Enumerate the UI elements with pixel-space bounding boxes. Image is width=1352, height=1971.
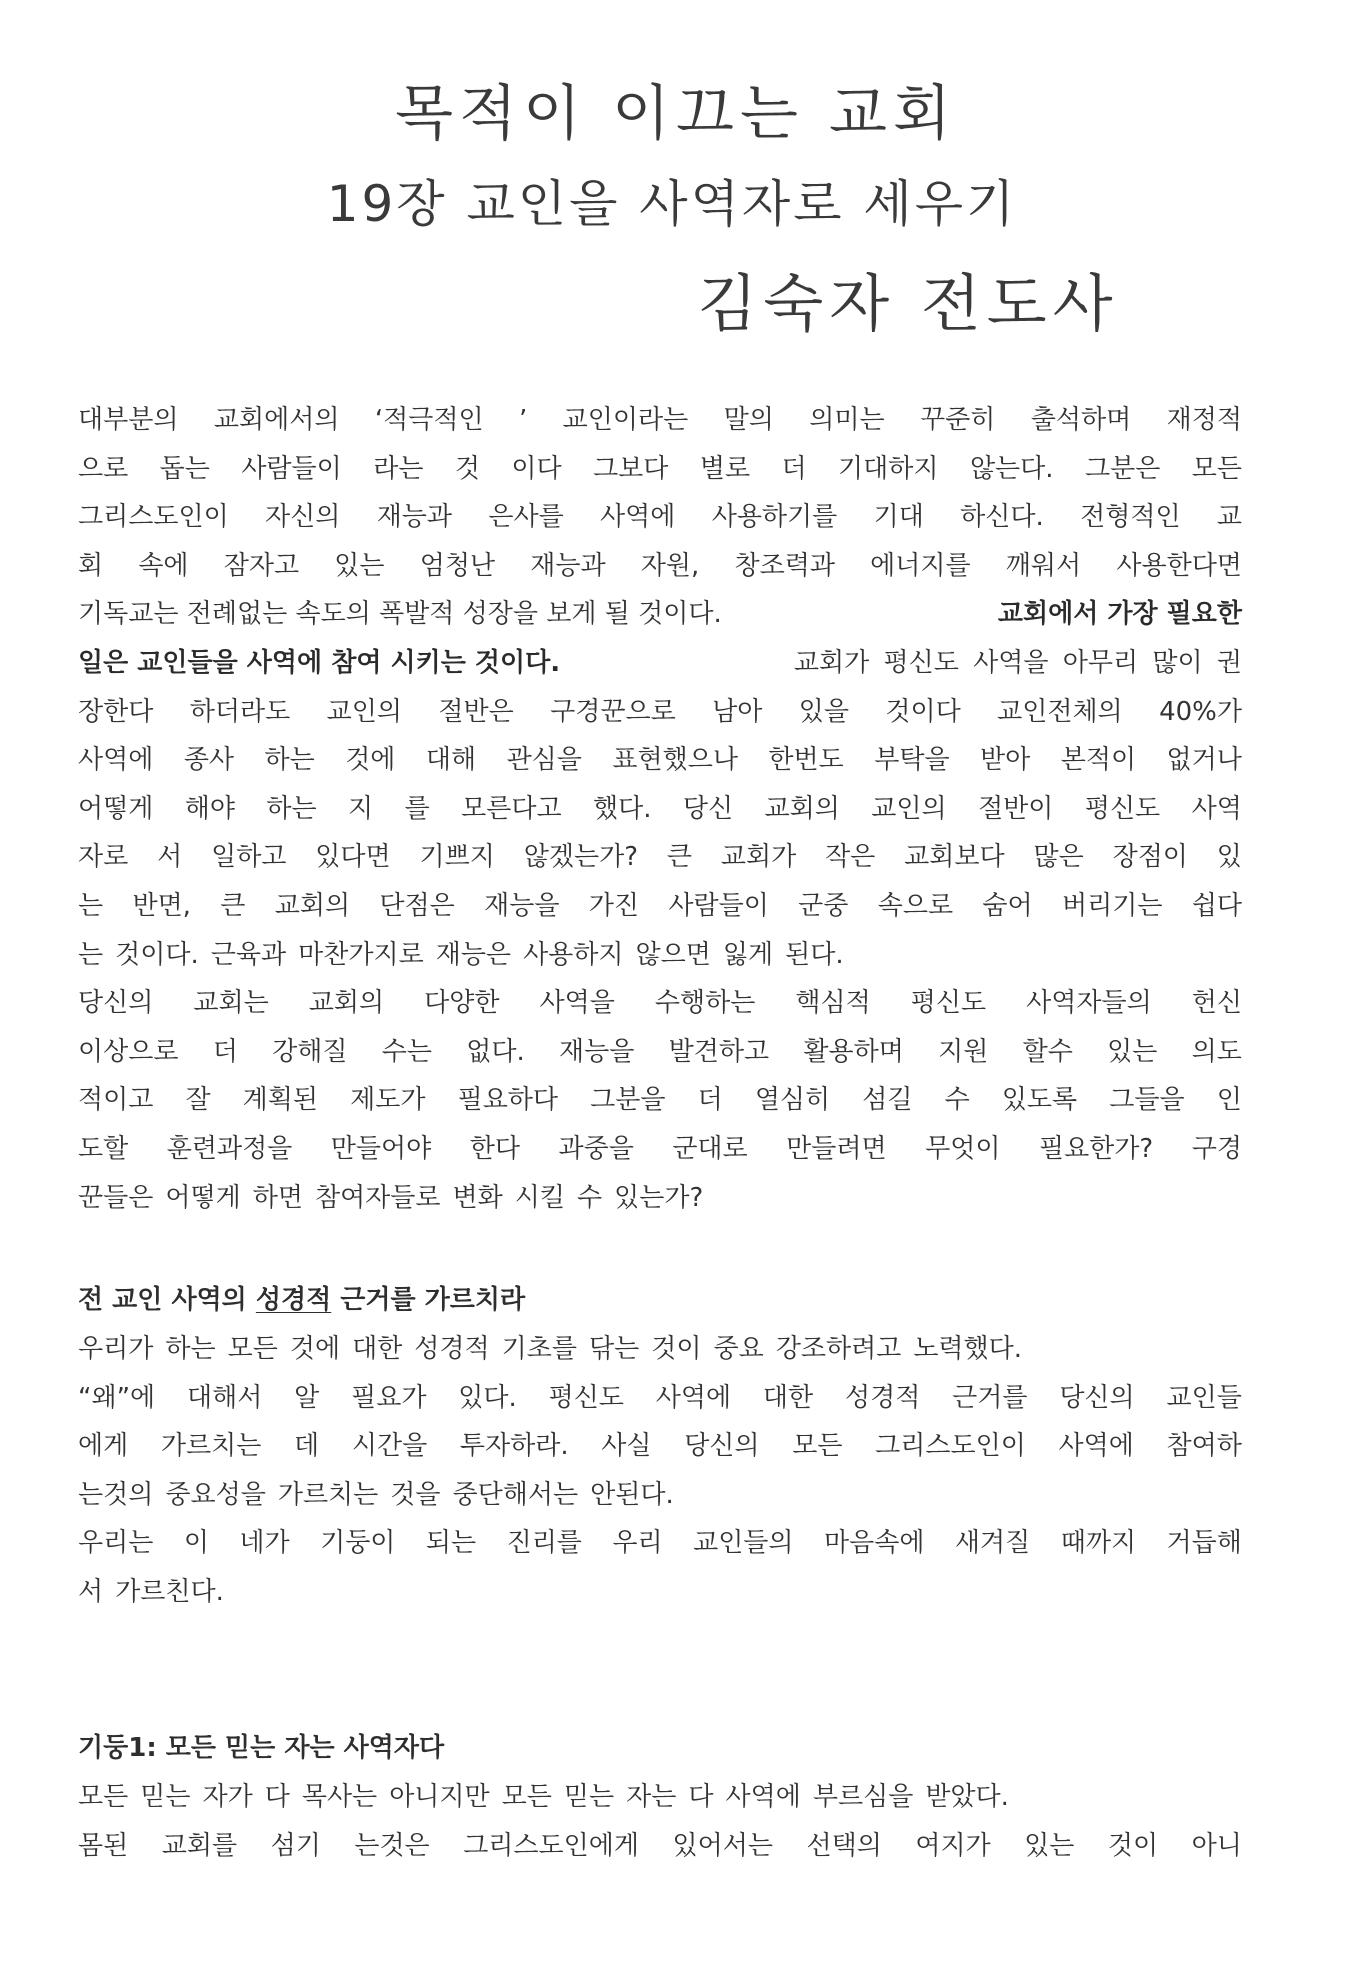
document-title: 목적이 이끄는 교회: [395, 79, 957, 149]
word: 교회의: [274, 890, 351, 921]
word: 있을: [798, 696, 849, 727]
text-line: [78, 1519, 1242, 1568]
word: 교회에서의: [213, 405, 340, 435]
word: 모든: [792, 1431, 843, 1462]
word: 교인이라는: [562, 405, 689, 435]
word: 당신의: [1059, 1382, 1135, 1413]
word: 쉽다: [1191, 890, 1242, 921]
word: 잠자고: [223, 550, 300, 581]
word: 대한: [762, 1382, 814, 1413]
text-line: [78, 493, 1242, 542]
word: 없다.: [466, 1036, 525, 1067]
word: 자가: [202, 1782, 253, 1812]
word: 한번도: [768, 745, 844, 776]
word: 사용하지: [523, 939, 624, 970]
word: 적이고: [78, 1085, 154, 1116]
text-line: [78, 1568, 1242, 1617]
word: 참여자들로: [314, 1182, 441, 1213]
text-line: [78, 833, 1242, 882]
word: 잃게: [722, 939, 774, 970]
word: 단점은: [379, 890, 455, 921]
word: 는것은: [354, 1830, 430, 1861]
word: 참여하: [1166, 1431, 1242, 1462]
word: 있다면: [315, 842, 391, 873]
word: 하더라도: [189, 696, 291, 727]
word: 를: [404, 793, 430, 824]
word: 만들려면: [786, 1133, 887, 1164]
text-line: [78, 1028, 1242, 1077]
word: 그리스도인에게: [463, 1830, 639, 1861]
word: 사실: [601, 1431, 652, 1462]
word: 재능과: [530, 550, 606, 581]
word: 아니: [1191, 1830, 1242, 1861]
word: 사용한다면: [1116, 550, 1242, 581]
word: 잘: [185, 1085, 211, 1116]
word: 변화: [452, 1182, 503, 1213]
word: 돕는: [159, 453, 210, 484]
word: 대한: [352, 1334, 403, 1364]
word: 지: [348, 793, 374, 824]
word: 절반은: [438, 696, 514, 727]
word: 꾸준히: [919, 405, 996, 435]
word: 속에: [138, 550, 189, 581]
word: 창조력과: [734, 550, 835, 581]
word: 하면: [252, 1182, 303, 1213]
word: 아니지만: [389, 1782, 490, 1812]
word: 사용하기를: [711, 502, 838, 533]
word: 재능을: [484, 890, 560, 921]
word: 성경적: [844, 1382, 921, 1413]
word: 제도가: [350, 1085, 426, 1116]
word: 않는다.: [969, 453, 1054, 484]
word: 자로: [78, 842, 129, 873]
text-line: [78, 396, 1242, 445]
word: 되는: [425, 1528, 477, 1559]
word: 필요가: [351, 1382, 427, 1413]
word: 에너지를: [870, 550, 971, 581]
word: 은사를: [488, 502, 564, 533]
text-segment: 교회가 평신도 사역을 아무리 많이 권: [793, 647, 1242, 678]
word: 는: [78, 890, 104, 921]
word: 사역에: [78, 745, 154, 776]
word: 하는: [264, 745, 315, 776]
word: 사람들이: [668, 890, 769, 921]
text-line: [78, 542, 1242, 591]
word: 전형적인: [1080, 502, 1181, 533]
word: 당신의: [78, 988, 154, 1019]
word: 서: [157, 842, 183, 873]
word: 부탁을: [874, 745, 950, 776]
word: 수: [577, 1182, 603, 1213]
word: 그분을: [590, 1085, 666, 1116]
word: 한다: [469, 1133, 520, 1164]
text-line: [78, 931, 1242, 980]
word: 우리: [612, 1528, 663, 1559]
word: 것을: [390, 1479, 441, 1510]
word: 당신: [682, 793, 734, 824]
word: 것에: [345, 745, 396, 776]
heading-text: 근거를 가르치라: [331, 1285, 526, 1315]
text-line: [78, 1325, 1242, 1374]
text-line: [78, 1471, 1242, 1520]
word: 교인전체의: [997, 696, 1123, 727]
word: 필요한가?: [1038, 1133, 1154, 1164]
word: 그분은: [1084, 453, 1161, 484]
section-heading: [78, 1276, 1242, 1325]
word: 재능은: [435, 939, 512, 970]
word: 의미는: [809, 405, 885, 435]
word: 이: [183, 1528, 209, 1559]
word: 지원: [938, 1036, 989, 1067]
bold-emphasis: 일은 교인들을 사역에 참여 시키는 것이다.: [78, 647, 561, 678]
text-segment: 기독교는 전례없는 속도의 폭발적 성장을 보게 될 것이다.: [78, 599, 722, 630]
word: 으로: [78, 453, 129, 484]
word: 활용하며: [803, 1036, 904, 1067]
word: 있는: [334, 550, 385, 581]
word: 구경: [1191, 1133, 1242, 1164]
word: 성경적: [414, 1334, 490, 1364]
word: 하는: [266, 793, 317, 824]
word: 어떻게: [78, 793, 154, 824]
text-line: [78, 882, 1242, 931]
word: 교회가: [720, 842, 797, 873]
word: 절반이: [978, 793, 1054, 824]
word: 수행하는: [654, 988, 756, 1019]
text-line: [78, 1773, 1242, 1822]
text-line: [78, 1174, 1242, 1223]
word: 없거나: [1166, 745, 1242, 776]
word: 사역에: [725, 1782, 801, 1812]
word: 구경꾼으로: [550, 696, 676, 727]
word: 필요하다: [457, 1085, 559, 1116]
word: 당신의: [684, 1431, 760, 1462]
word: 모른다고: [461, 793, 562, 824]
word: 마음속에: [824, 1528, 925, 1559]
word: 수는: [381, 1036, 432, 1067]
word: 교인들의: [693, 1528, 794, 1559]
word: 기대하지: [838, 453, 939, 484]
word: 중요성을: [165, 1479, 266, 1510]
section-biblical-basis: [78, 1276, 1242, 1617]
word: 된다.: [785, 939, 844, 970]
text-line: [78, 1374, 1242, 1423]
word: 다: [264, 1782, 290, 1812]
word: 시간을: [351, 1431, 428, 1462]
word: 교인의: [326, 696, 402, 727]
word: 강해질: [272, 1036, 348, 1067]
word: 가르치는: [160, 1431, 262, 1462]
word: 사역: [1191, 793, 1242, 824]
word: 속으로: [877, 890, 954, 921]
word: 섬기: [270, 1830, 321, 1861]
document-author: 김숙자 전도사: [697, 267, 1119, 340]
word: 수: [944, 1085, 970, 1116]
word: 발견하고: [668, 1036, 770, 1067]
word: 어떻게: [165, 1182, 241, 1213]
text-line: [78, 736, 1242, 785]
section-pillar-1: [78, 1724, 1242, 1870]
word: 재능과: [376, 502, 453, 533]
word: 가르치는: [277, 1479, 379, 1510]
word: 말의: [723, 405, 774, 435]
word: 사역에: [600, 502, 676, 533]
word: 받았다.: [925, 1782, 1009, 1812]
section-heading: 기둥1: 모든 믿는 자는 사역자다: [78, 1733, 445, 1763]
word: 섬길: [862, 1085, 913, 1116]
word: 믿는: [140, 1782, 191, 1812]
word: 그들을: [1109, 1085, 1185, 1116]
word: 는것의: [78, 1479, 154, 1510]
word: 교회의: [764, 793, 840, 824]
word: 대부분의: [78, 405, 179, 435]
word: 것에: [289, 1334, 341, 1364]
word: 가르친다.: [115, 1576, 224, 1607]
word: 계획된: [242, 1085, 319, 1116]
word: 모든: [1191, 453, 1242, 484]
word: 것이다: [885, 696, 961, 727]
word: 꾼들은: [78, 1182, 154, 1213]
word: 사역을: [539, 988, 615, 1019]
word: 과중을: [558, 1133, 634, 1164]
word: 평신도: [1084, 793, 1161, 824]
word: 하신다.: [960, 502, 1044, 533]
text-line: [78, 590, 1242, 639]
word: 마찬가지로: [298, 939, 424, 970]
word: 그보다: [593, 453, 669, 484]
word: 교회는: [193, 988, 269, 1019]
word: 그리스도인이: [875, 1431, 1026, 1462]
word: 기둥이: [320, 1528, 396, 1559]
word: 모든: [78, 1782, 129, 1812]
word: 에게: [78, 1431, 129, 1462]
word: 엄청난: [419, 550, 496, 581]
word: 많은: [1033, 842, 1084, 873]
text-line: [78, 1076, 1242, 1125]
word: 때까지: [1060, 1528, 1137, 1559]
word: 더: [781, 453, 807, 484]
word: 것이: [1107, 1830, 1159, 1861]
word: 일하고: [211, 842, 287, 873]
word: 출석하며: [1030, 405, 1132, 435]
word: 재능을: [559, 1036, 635, 1067]
word: 우리는: [78, 1528, 154, 1559]
word: 교인의: [871, 793, 947, 824]
text-line: [78, 979, 1242, 1028]
word: 의도: [1191, 1036, 1242, 1067]
word: ’: [518, 405, 528, 435]
word: 훈련과정을: [166, 1133, 293, 1164]
word: 군중: [798, 890, 849, 921]
word: 교인들: [1166, 1382, 1242, 1413]
word: 투자하라.: [459, 1431, 569, 1462]
word: 부르심을: [812, 1782, 914, 1812]
word: 는: [78, 939, 104, 970]
word: 교: [1216, 502, 1242, 533]
word: 그리스도인이: [78, 502, 229, 533]
word: 더: [697, 1085, 723, 1116]
word: 시킬: [514, 1182, 566, 1213]
intro-paragraph: [78, 396, 1242, 1222]
word: 라는: [373, 453, 424, 484]
word: 버리기는: [1061, 890, 1163, 921]
word: 표현했으나: [612, 745, 738, 776]
word: 평신도: [548, 1382, 624, 1413]
text-line: [78, 445, 1242, 494]
word: 받아: [980, 745, 1031, 776]
word: 종사: [183, 745, 235, 776]
word: 했다.: [592, 793, 652, 824]
word: 남아: [712, 696, 763, 727]
word: 본적이: [1060, 745, 1137, 776]
word: 자는: [626, 1782, 677, 1812]
word: 있어서는: [672, 1830, 773, 1861]
word: 가진: [588, 890, 640, 921]
word: 큰: [666, 842, 692, 873]
text-line: [78, 688, 1242, 737]
word: 열심히: [754, 1085, 831, 1116]
text-line: [78, 1822, 1242, 1871]
word: 인: [1216, 1085, 1242, 1116]
heading-text: 전 교인 사역의: [78, 1285, 256, 1315]
word: 만들어야: [330, 1133, 432, 1164]
word: 것: [454, 453, 480, 484]
word: 안된다.: [590, 1479, 674, 1510]
word: 사역에: [655, 1382, 732, 1413]
word: 않겠는가?: [523, 842, 638, 873]
word: 강조하려고: [775, 1334, 902, 1364]
word: 선택의: [806, 1830, 882, 1861]
word: 도할: [78, 1133, 129, 1164]
word: 중단해서는: [452, 1479, 579, 1510]
word: 근거를: [952, 1382, 1028, 1413]
word: 몸된: [78, 1830, 129, 1861]
word: 이상으로: [78, 1036, 179, 1067]
word: 별로: [699, 453, 751, 484]
heading-underlined-text: 성경적: [255, 1285, 332, 1315]
word: 않으면: [635, 939, 711, 970]
word: 있: [1216, 842, 1242, 873]
word: 대해서: [186, 1382, 263, 1413]
word: 거듭해: [1166, 1528, 1242, 1559]
word: 깨워서: [1005, 550, 1082, 581]
word: 기초를: [501, 1334, 578, 1364]
text-line: [78, 639, 1242, 688]
word: 있도록: [1001, 1085, 1078, 1116]
word: 진리를: [506, 1528, 582, 1559]
word: 하는: [165, 1334, 216, 1364]
word: 노력했다.: [913, 1334, 1023, 1364]
word: 회: [78, 550, 104, 581]
word: “왜”에: [78, 1382, 156, 1413]
word: 닦는: [589, 1334, 640, 1364]
text-line: [78, 1125, 1242, 1174]
word: 이다: [511, 453, 562, 484]
word: 할수: [1022, 1036, 1073, 1067]
word: 있는가?: [614, 1182, 704, 1213]
word: 숨어: [982, 890, 1033, 921]
word: 관심을: [506, 745, 582, 776]
word: 목사는: [301, 1782, 378, 1812]
word: 모든: [501, 1782, 552, 1812]
word: 중요: [713, 1334, 764, 1364]
word: 네가: [239, 1528, 290, 1559]
word: 작은: [825, 842, 876, 873]
word: 사람들이: [241, 453, 342, 484]
word: 무엇이: [925, 1133, 1001, 1164]
word: 우리가: [78, 1334, 154, 1364]
word: 재정적: [1166, 405, 1242, 435]
bold-emphasis: 교회에서 가장 필요한: [997, 599, 1242, 630]
word: 장점이: [1112, 842, 1188, 873]
word: 알: [294, 1382, 320, 1413]
word: 핵심적: [795, 988, 871, 1019]
word: 자원,: [640, 550, 700, 581]
word: 사역자들의: [1026, 988, 1152, 1019]
word: 기대: [873, 502, 924, 533]
word: 새겨질: [954, 1528, 1031, 1559]
word: 것이다.: [115, 939, 199, 970]
word: 장한다: [78, 696, 154, 727]
word: 다: [688, 1782, 714, 1812]
word: 교회보다: [904, 842, 1005, 873]
word: 해야: [184, 793, 235, 824]
word: 사역에: [1058, 1431, 1134, 1462]
word: 모든: [227, 1334, 278, 1364]
word: 대해: [425, 745, 477, 776]
text-line: [78, 1422, 1242, 1471]
word: 있는: [1107, 1036, 1158, 1067]
word: 반면,: [132, 890, 191, 921]
word: 큰: [220, 890, 246, 921]
word: 평신도: [910, 988, 987, 1019]
word: 더: [212, 1036, 238, 1067]
word: 기쁘지: [419, 842, 495, 873]
document-subtitle: 19장 교인을 사역자로 세우기: [326, 175, 1018, 233]
word: 있는: [1024, 1830, 1075, 1861]
word: ‘적극적인: [374, 405, 484, 435]
word: 헌신: [1191, 988, 1242, 1019]
word: 군대로: [672, 1133, 748, 1164]
text-line: [78, 785, 1242, 834]
word: 데: [294, 1431, 320, 1462]
word: 교회의: [308, 988, 385, 1019]
word: 근육과: [210, 939, 287, 970]
word: 다양한: [424, 988, 500, 1019]
word: 서: [78, 1576, 104, 1607]
word: 믿는: [563, 1782, 615, 1812]
word: 40%가: [1159, 696, 1242, 727]
word: 자신의: [265, 502, 341, 533]
word: 교회를: [161, 1830, 238, 1861]
word: 있다.: [458, 1382, 517, 1413]
word: 여지가: [915, 1830, 991, 1861]
word: 것이: [651, 1334, 702, 1364]
